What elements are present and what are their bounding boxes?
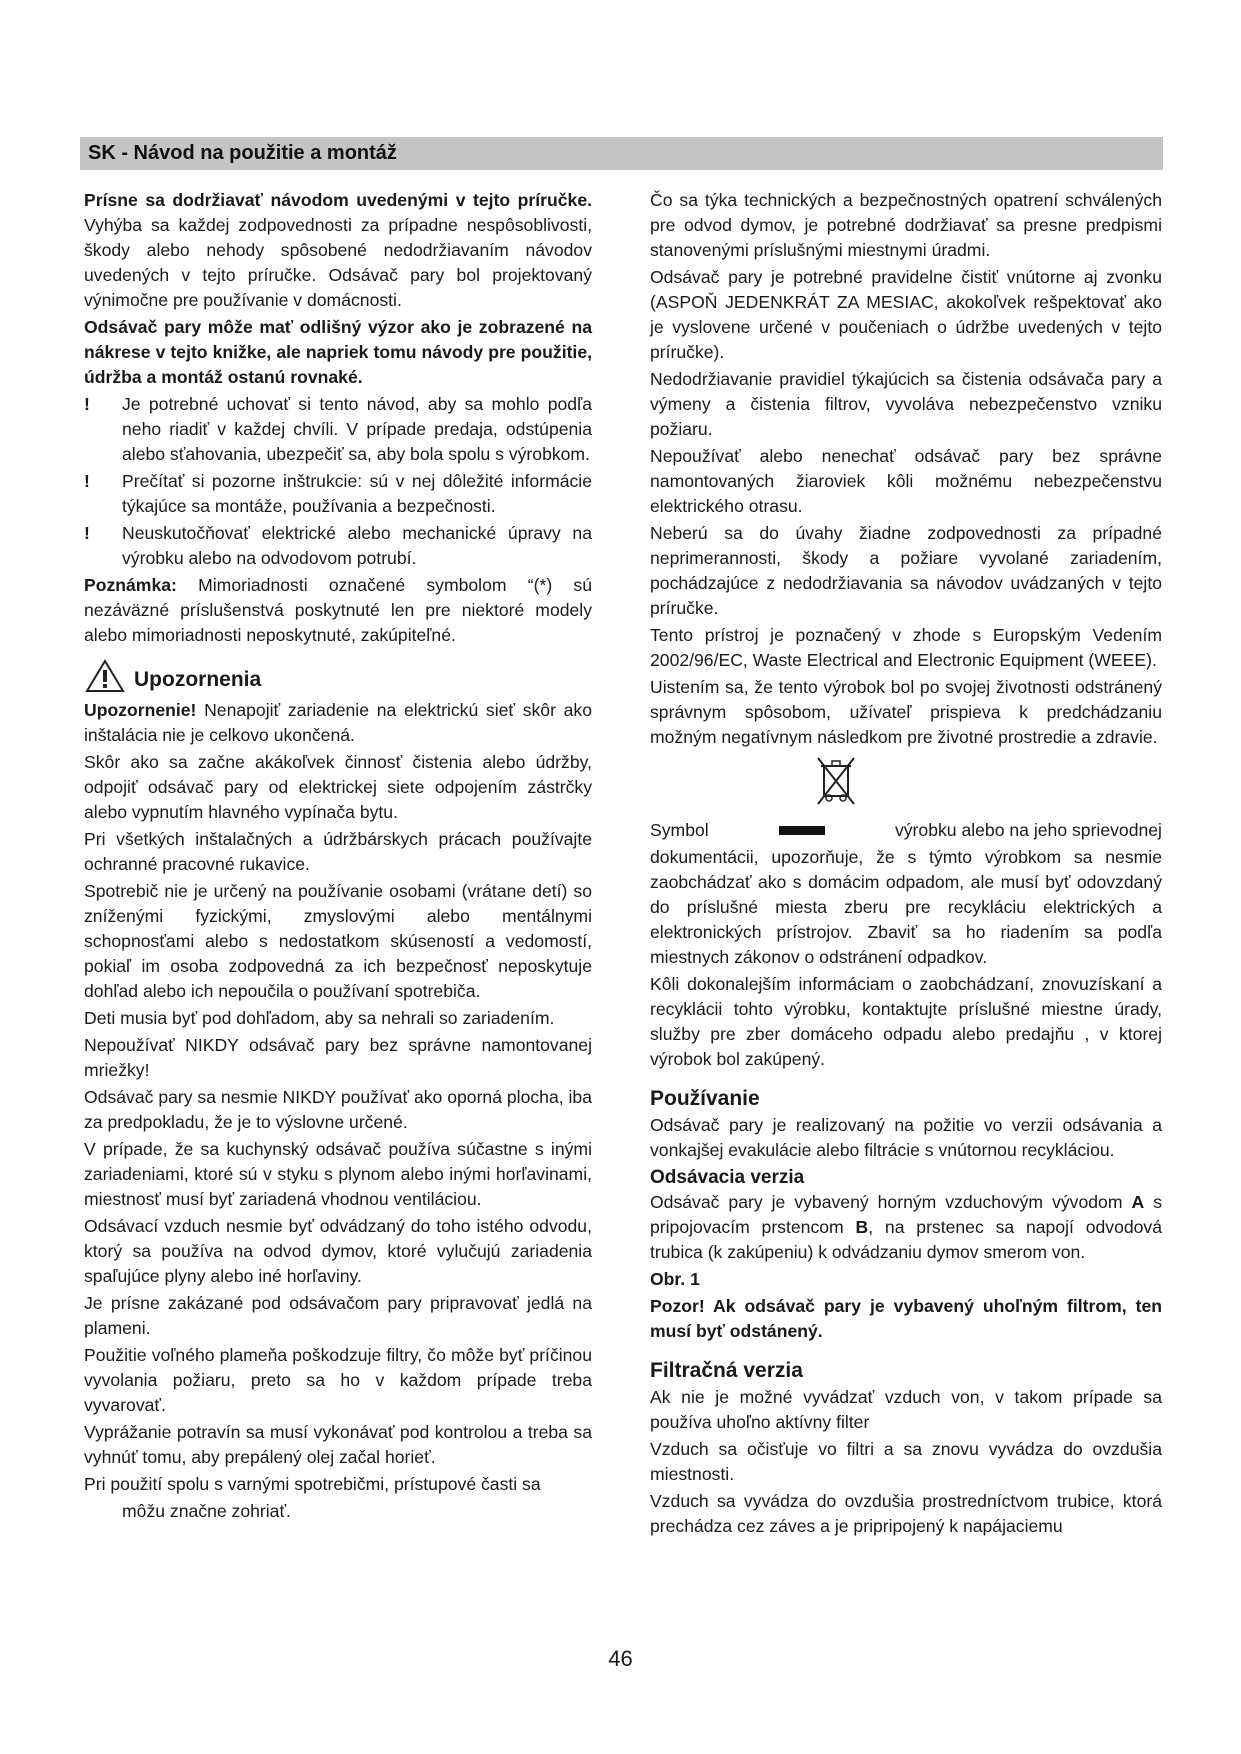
paragraph: Spotrebič nie je určený na používanie osobami (vrátane detí) so zníženými fyzickými, zmyslovými alebo mentálnymi schopnosťami alebo s nedostatkom skúseností a vedomostí, pokiaľ im osoba zodpovedná za ich bezpečnosť neposkytuje dohľad alebo ich nepoučila o používaní spotrebiča. bbox=[84, 881, 592, 1001]
crossed-bin-icon bbox=[813, 754, 859, 808]
note-text: Mimoriadnosti označené symbolom “(*) sú nezáväzné príslušenstvá poskytnuté len pre niektoré modely alebo mimoriadnosti neposkytnuté, zakúpiteľné. bbox=[84, 575, 592, 645]
intro-bold: Prísne sa dodržiavať návodom uvedenými v tejto príručke. bbox=[84, 190, 592, 210]
bullet-mark: ! bbox=[84, 394, 90, 414]
paragraph: Čo sa týka technických a bezpečnostných opatrení schválených pre odvod dymov, je potrebné dodržiavať sa presne predpismi stanovenými príslušnými miestnymi úradmi. bbox=[650, 190, 1162, 260]
intro-rest: Vyhýba sa každej zodpovednosti za prípadne nespôsoblivosti, škody alebo nehody spôsobené nedodržiavaním návodov uvedených v tejto príručke. Odsávač pary bol projektovaný výnimočne pre používanie v domácnosti. bbox=[84, 215, 592, 310]
paragraph: Nedodržiavanie pravidiel týkajúcich sa čistenia odsávača pary a výmeny a čistenia filtrov, vyvoláva nebezpečenstvo vzniku požiaru. bbox=[650, 369, 1162, 439]
right-column bbox=[650, 188, 1162, 1541]
bullet-item bbox=[84, 469, 592, 519]
bullet-item bbox=[84, 392, 592, 467]
bullet-text: Je potrebné uchovať si tento návod, aby sa mohlo podľa neho riadiť v každej chvíli. V prípade predaja, odstúpenia alebo sťahovania, ubezpečiť sa, aby bola spolu s výrobkom. bbox=[122, 394, 592, 464]
usage-text: Odsávač pary je realizovaný na požitie vo verzii odsávania a vonkajšej evakulácie alebo filtrácie s vnútornou recykláciou. bbox=[650, 1115, 1162, 1160]
suction-text-1: Odsávač pary je vybavený horným vzduchovým vývodom bbox=[650, 1192, 1132, 1212]
paragraph: Vzduch sa očisťuje vo filtri a sa znovu vyvádza do ovzdušia miestnosti. bbox=[650, 1439, 1162, 1484]
note-label: Poznámka: bbox=[84, 575, 177, 595]
bullet-mark: ! bbox=[84, 471, 90, 491]
note-paragraph bbox=[84, 573, 592, 648]
last-paragraph-continuation: môžu značne zohriať. bbox=[122, 1501, 291, 1521]
disposal-paragraph: dokumentácii, upozorňuje, že s týmto výrobkom sa nesmie zaobchádzať ako s domácim odpadom, ale musí byť odovzdaný do príslušné miesta zberu pre recykláciu elektrických a elektronických prístrojov. Zbaviť sa ho riadením sa podľa miestnych zákonov o odstránení odpadkov. bbox=[650, 847, 1162, 967]
paragraph: Vyprážanie potravín sa musí vykonávať pod kontrolou a treba sa vyhnúť tomu, aby prepálený olej začal horieť. bbox=[84, 1422, 592, 1467]
paragraph: Vzduch sa vyvádza do ovzdušia prostredníctvom trubice, ktorá prechádza cez záves a je pripripojený k napájaciemu bbox=[650, 1491, 1162, 1536]
paragraph: Nepoužívať NIKDY odsávač pary bez správne namontovanej mriežky! bbox=[84, 1035, 592, 1080]
paragraph: Neberú sa do úvahy žiadne zodpovednosti za prípadné neprimerannosti, škody a požiare vyvolané zariadením, pochádzajúce z nedodržiavania sa návodov uvádzaných v tejto príručke. bbox=[650, 523, 1162, 618]
paragraph: Odsávač pary sa nesmie NIKDY používať ako oporná plocha, iba za predpokladu, že je to výslovne určené. bbox=[84, 1087, 592, 1132]
paragraph: Je prísne zakázané pod odsávačom pary pripravovať jedlá na plameni. bbox=[84, 1293, 592, 1338]
paragraph: Nepoužívať alebo nenechať odsávač pary bez správne namontovaných žiaroviek kôli možnému nebezpečenstvu elektrického otrasu. bbox=[650, 446, 1162, 516]
filter-heading: Filtračná verzia bbox=[650, 1359, 803, 1382]
paragraph: Deti musia byť pod dohľadom, aby sa nehrali so zariadením. bbox=[84, 1008, 555, 1028]
page-number: 46 bbox=[608, 1646, 633, 1671]
paragraph: Odsávač pary je potrebné pravidelne čistiť vnútorne aj zvonku (ASPOŇ JEDENKRÁT ZA MESIAC, akokoľvek rešpektovať ako je vyslovene určené v poučeniach o údržbe uvedených v tejto príručke). bbox=[650, 267, 1162, 362]
paragraph: Odsávací vzduch nesmie byť odvádzaný do toho istého odvodu, ktorý sa používa na odvod dymov, ktoré vylučujú zariadenia spaľujúce plyny alebo iné horľaviny. bbox=[84, 1216, 592, 1286]
header-bar bbox=[80, 137, 1163, 170]
intro-paragraph bbox=[84, 188, 592, 313]
paragraph: Uistením sa, že tento výrobok bol po svojej životnosti odstránený správnym spôsobom, užívateľ prispieva k predchádzaniu možným negatívnym následkom pre životné prostredie a zdravie. bbox=[650, 677, 1162, 747]
paragraph: Ak nie je možné vyvádzať vzduch von, v takom prípade sa používa uhoľno aktívny filter bbox=[650, 1387, 1162, 1432]
label-b: B bbox=[855, 1217, 869, 1237]
warnings-title: Upozornenia bbox=[134, 667, 262, 691]
warning-label: Upozornenie! bbox=[84, 700, 197, 720]
black-bar-icon bbox=[779, 826, 825, 835]
label-a: A bbox=[1131, 1192, 1145, 1212]
symbol-line bbox=[650, 818, 1162, 843]
appearance-notice: Odsávač pary môže mať odlišný výzor ako je zobrazené na nákrese v tejto knižke, ale napriek tomu návody pre použitie, údržba a montáž ostanú rovnaké. bbox=[84, 317, 592, 387]
usage-heading: Používanie bbox=[650, 1087, 760, 1110]
paragraph: Pri všetkých inštalačných a údržbárskych prácach používajte ochranné pracovné rukavice. bbox=[84, 829, 592, 874]
document-title: SK - Návod na použitie a montáž bbox=[88, 142, 397, 164]
more-info-paragraph: Kôli dokonalejším informáciam o zaobchádzaní, znovuzískaní a recyklácii tohto výrobku, kontaktujte príslušné miestne úrady, služby pre zber domáceho odpadu alebo predajňu , v ktorej výrobok bol zakúpený. bbox=[650, 974, 1162, 1069]
suction-heading: Odsávacia verzia bbox=[650, 1167, 805, 1188]
symbol-tail: výrobku alebo na jeho sprievodnej bbox=[894, 820, 1162, 840]
weee-symbol-wrap bbox=[650, 754, 1162, 808]
last-paragraph-first-line: Pri použití spolu s varnými spotrebičmi, prístupové časti sa bbox=[84, 1474, 541, 1494]
warnings-heading bbox=[84, 658, 592, 694]
symbol-word: Symbol bbox=[650, 820, 709, 840]
warning-text: Nenapojiť zariadenie na elektrickú sieť skôr ako inštalácia nie je celkovo ukončená. bbox=[84, 700, 592, 745]
suction-text-3: , na prstenec sa napojí odvodová trubica (k zakúpeniu) k odvádzaniu dymov smerom von. bbox=[650, 1217, 1163, 1262]
figure-label: Obr. 1 bbox=[650, 1269, 700, 1289]
bullet-text: Neuskutočňovať elektrické alebo mechanické úpravy na výrobku alebo na odvodovom potrubí. bbox=[122, 523, 592, 568]
paragraph: Skôr ako sa začne akákoľvek činnosť čistenia alebo údržby, odpojiť odsávač pary od elektrickej siete odpojením zástrčky alebo vypnutím hlavného vypínača bytu. bbox=[84, 752, 592, 822]
paragraph: Použitie voľného plameňa poškodzuje filtry, čo môže byť príčinou vyvolania požiaru, preto sa ho v každom prípade treba vyvarovať. bbox=[84, 1345, 592, 1415]
suction-paragraph bbox=[650, 1190, 1162, 1265]
caution-paragraph: Pozor! Ak odsávač pary je vybavený uhoľným filtrom, ten musí byť odstánený. bbox=[650, 1296, 1162, 1341]
suction-text-2: s pripojovacím prstencom bbox=[650, 1192, 1162, 1237]
warning-paragraph bbox=[84, 698, 592, 748]
warning-triangle-icon bbox=[84, 658, 126, 694]
bullet-mark: ! bbox=[84, 523, 90, 543]
left-column bbox=[84, 188, 592, 1526]
bullet-text: Prečítať si pozorne inštrukcie: sú v nej dôležité informácie týkajúce sa montáže, používania a bezpečnosti. bbox=[122, 471, 592, 516]
paragraph: V prípade, že sa kuchynský odsávač používa súčastne s inými zariadeniami, ktoré sú v styku s plynom alebo inými horľavinami, miestnosť musí byť zariadená vhodnou ventiláciou. bbox=[84, 1139, 592, 1209]
paragraph: Tento prístroj je poznačený v zhode s Europským Vedením 2002/96/EC, Waste Electrical and Electronic Equipment (WEEE). bbox=[650, 625, 1162, 670]
bullet-item bbox=[84, 521, 592, 571]
